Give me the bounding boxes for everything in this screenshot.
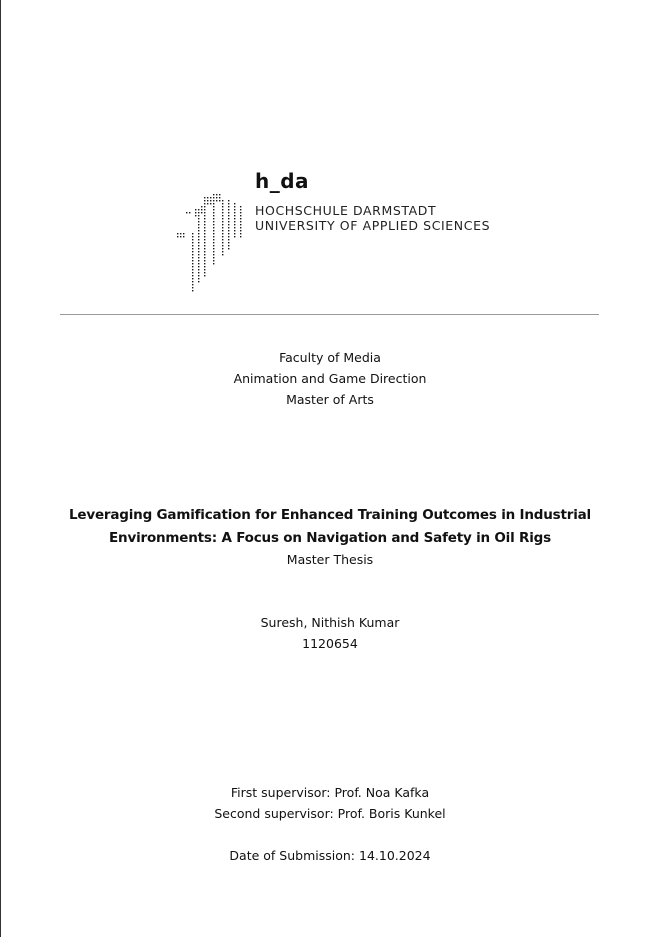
header-divider: [60, 314, 599, 315]
degree-name: Master of Arts: [286, 392, 374, 407]
second-supervisor: Second supervisor: Prof. Boris Kunkel: [214, 806, 446, 821]
program-name: Animation and Game Direction: [233, 371, 427, 386]
student-id: 1120654: [302, 636, 358, 651]
thesis-title-line-1: Leveraging Gamification for Enhanced Training Outcomes in Industrial: [69, 507, 591, 523]
logo-university-name-de: HOCHSCHULE DARMSTADT: [255, 203, 437, 218]
first-supervisor: First supervisor: Prof. Noa Kafka: [230, 785, 430, 800]
hda-logo-dot-mark-icon: [174, 192, 244, 294]
faculty-name: Faculty of Media: [279, 350, 381, 365]
thesis-title-line-2: Environments: A Focus on Navigation and Safety in Oil Rigs: [109, 530, 551, 546]
thesis-type: Master Thesis: [286, 552, 374, 567]
logo-university-name-en: UNIVERSITY OF APPLIED SCIENCES: [255, 218, 491, 233]
author-name: Suresh, Nithish Kumar: [260, 615, 400, 630]
logo-short-name: h_da: [255, 169, 310, 193]
submission-date: Date of Submission: 14.10.2024: [229, 848, 431, 863]
